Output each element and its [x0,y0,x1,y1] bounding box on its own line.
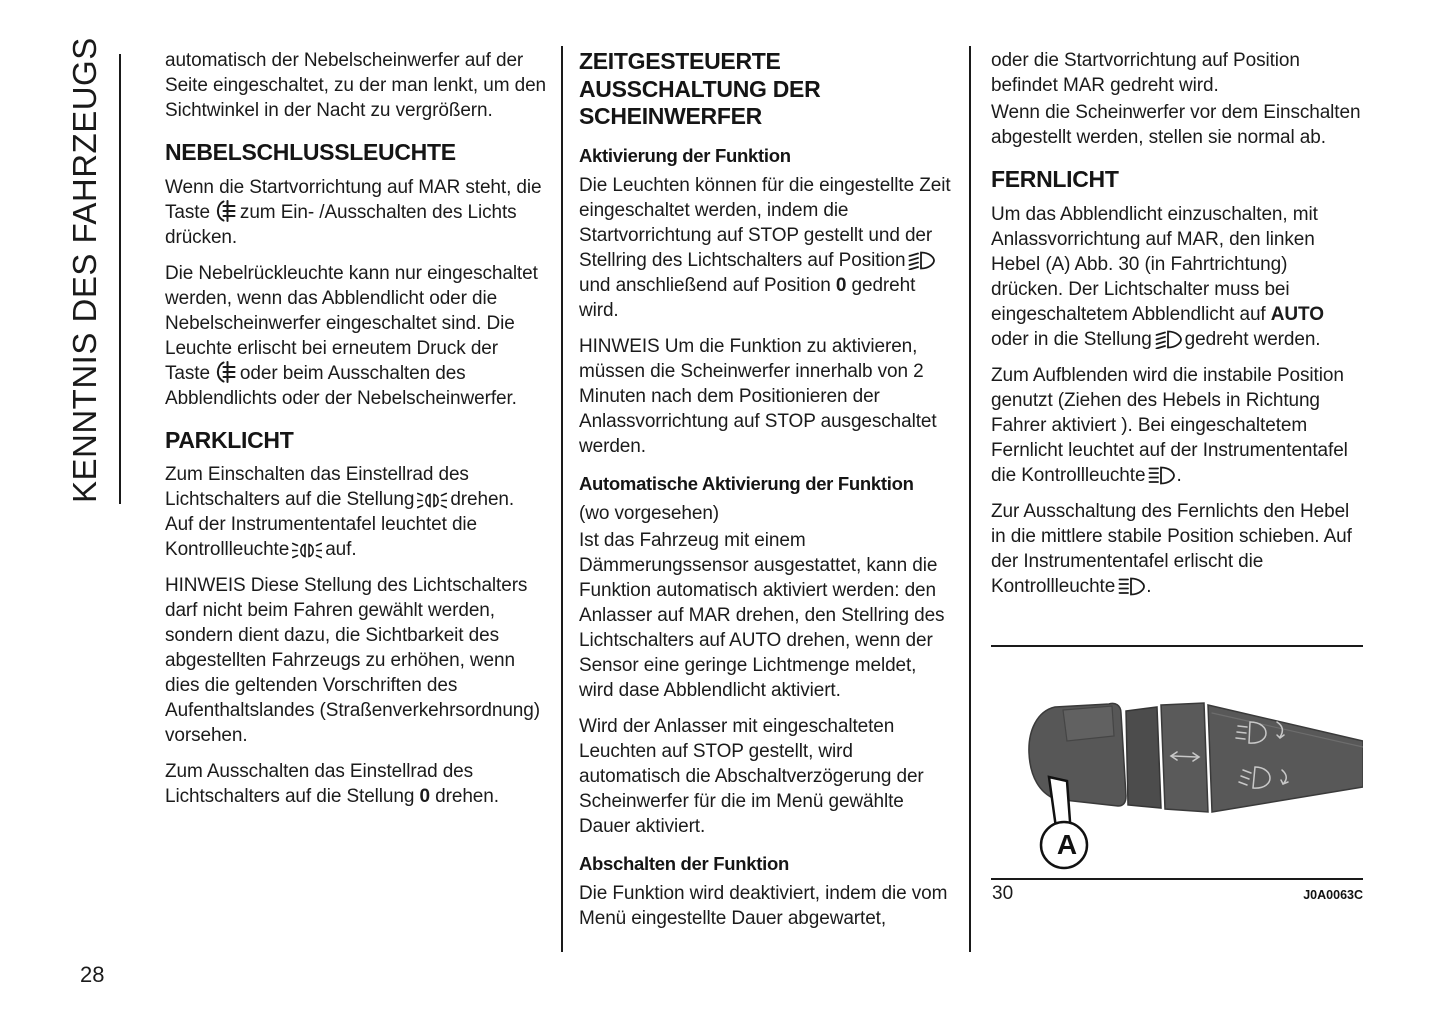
text: drehen. [435,786,499,807]
sidebar-rule [119,54,121,504]
sub-heading: Automatische Aktivierung der Funktion [579,472,914,494]
text: Ist das Fahrzeug mit einem Dämmerungssensor ausgestattet, kann die Funktion automatisch aktiviert werden: den Anlasser auf MAR drehen, den Stellring des Lichtschalters auf AUTO drehen, wenn der Sensor eine geringe Lichtmenge meldet, wird dase Abblendlicht aktiviert. [579,529,945,701]
text: automatisch der Nebelscheinwerfer auf der Seite eingeschaltet, zu der man lenkt, um den Sichtwinkel in der Nacht zu vergrößern. [165,50,547,121]
text: Die Funktion wird deaktiviert, indem die vom Menü eingestellte Dauer abgewartet, [579,882,948,929]
sub-heading: Aktivierung der Funktion [579,144,791,166]
text: Zum Ausschalten das Einstellrad des Lichtschalters auf die Stellung [165,761,474,807]
rear-fog-light-icon [213,361,237,383]
paragraph [991,202,1362,352]
paragraph [165,48,546,123]
rear-fog-light-icon [213,200,237,222]
paragraph [991,48,1362,98]
bold-value: 0 [419,786,430,807]
bold-value: AUTO [1270,303,1324,325]
text: (wo vorgesehen) [579,502,720,524]
text: Die Nebelrückleuchte kann nur eingeschaltet werden, wenn das Abblendlicht oder die Nebelscheinwerfer eingeschaltet sind. Die Leuchte erlischt bei erneutem Druck der Taste [165,262,538,384]
figure-bottom-rule [991,878,1363,880]
text: oder beim Ausschalten des Abblendlichts oder der Nebelscheinwerfer. [165,362,517,409]
column-divider [561,46,563,952]
sub-heading: Abschalten der Funktion [579,852,789,874]
section-heading: PARKLICHT [165,426,294,453]
text: und anschließend auf Position [579,274,831,296]
paragraph [579,173,953,323]
paragraph [579,714,953,839]
figure-top-rule [991,645,1363,647]
bold-value: 0 [835,274,847,296]
paragraph [579,528,953,703]
text: drehen. Auf der Instrumententafel leuchtet die Kontrollleuchte [165,489,515,560]
text: zum Ein- /Ausschalten des Lichts drücken. [165,201,517,248]
paragraph [165,573,546,748]
section-heading: NEBELSCHLUSSLEUCHTE [165,139,456,165]
text: Wird der Anlasser mit eingeschalteten Leuchten auf STOP gestellt, wird automatisch die Abschaltverzögerung der Scheinwerfer für die im Menü gewählte Dauer aktiviert. [579,715,924,837]
text: Zur Ausschaltung des Fernlichts den Hebel in die mittlere stabile Position schieben. Auf der Instrumententafel erlischt die Kontrollleuchte [991,500,1352,597]
text: gedreht werden. [1184,328,1321,350]
paragraph [991,363,1362,488]
text: Um das Abblendlicht einzuschalten, mit Anlassvorrichtung auf MAR, den linken Hebel (A) Abb. 30 (in Fahrtrichtung) drücken. Der Lichtschalter muss bei eingeschaltetem Abblendlicht auf [991,203,1318,325]
figure-number: 30 [992,883,1014,904]
paragraph [579,334,953,459]
text: Wenn die Scheinwerfer vor dem Einschalten abgestellt werden, stellen sie normal ab. [991,102,1361,148]
text: . [1146,575,1152,597]
low-beam-icon [908,251,935,270]
column-2 [579,48,953,942]
paragraph [579,501,953,526]
paragraph [165,175,546,250]
text: Zum Einschalten das Einstellrad des Lichtschalters auf die Stellung [165,464,469,510]
section-heading: ZEITGESTEUERTE AUSSCHALTUNG DER SCHEINWERFER [579,48,821,129]
section-heading: FERNLICHT [991,166,1119,192]
parking-lights-icon [417,492,447,509]
text: auf. [325,539,357,560]
text: . [1176,464,1182,486]
text: gedreht wird. [579,274,916,321]
text: Wenn die Startvorrichtung auf MAR steht, die Taste [165,176,542,223]
text: HINWEIS Um die Funktion zu aktivieren, müssen die Scheinwerfer innerhalb von 2 Minuten nach dem Positionieren der Anlassvorrichtung auf STOP ausgeschaltet werden. [579,335,937,457]
column-1 [165,48,546,820]
high-beam-icon [1148,466,1175,485]
text: oder in die Stellung [991,328,1152,350]
column-3 [991,48,1362,610]
low-beam-icon [1155,330,1182,349]
chapter-title-vertical: KENNTNIS DES FAHRZEUGS [66,37,103,503]
text: oder die Startvorrichtung auf Position befindet MAR gedreht wird. [991,50,1300,96]
text: Zum Aufblenden wird die instabile Position genutzt (Ziehen des Hebels in Richtung Fahrer aktiviert ). Bei eingeschaltetem Fernlicht leuchtet auf der Instrumententafel die Kontrollleuchte [991,364,1348,486]
text: HINWEIS Diese Stellung des Lichtschalters darf nicht beim Fahren gewählt werden, sondern dient dazu, die Sichtbarkeit des abgestellten Fahrzeugs zu erhöhen, wenn dies die geltenden Vorschriften des Aufenthaltslandes (Straßenverkehrsordnung) vorsehen. [165,575,540,746]
column-divider [969,46,971,952]
paragraph [165,759,546,809]
paragraph [991,100,1362,150]
parking-lights-icon [292,542,322,559]
page-number: 28 [80,962,105,987]
paragraph [579,881,953,931]
figure-code: J0A0063C [1303,888,1363,902]
paragraph [165,462,546,562]
figure-callout-label: A [1056,829,1078,860]
high-beam-icon [1118,577,1145,596]
paragraph [165,261,546,411]
paragraph [991,499,1362,599]
text: Die Leuchten können für die eingestellte Zeit eingeschaltet werden, indem die Startvorrichtung auf STOP gestellt und der Stellring des Lichtschalters auf Position [579,174,951,271]
